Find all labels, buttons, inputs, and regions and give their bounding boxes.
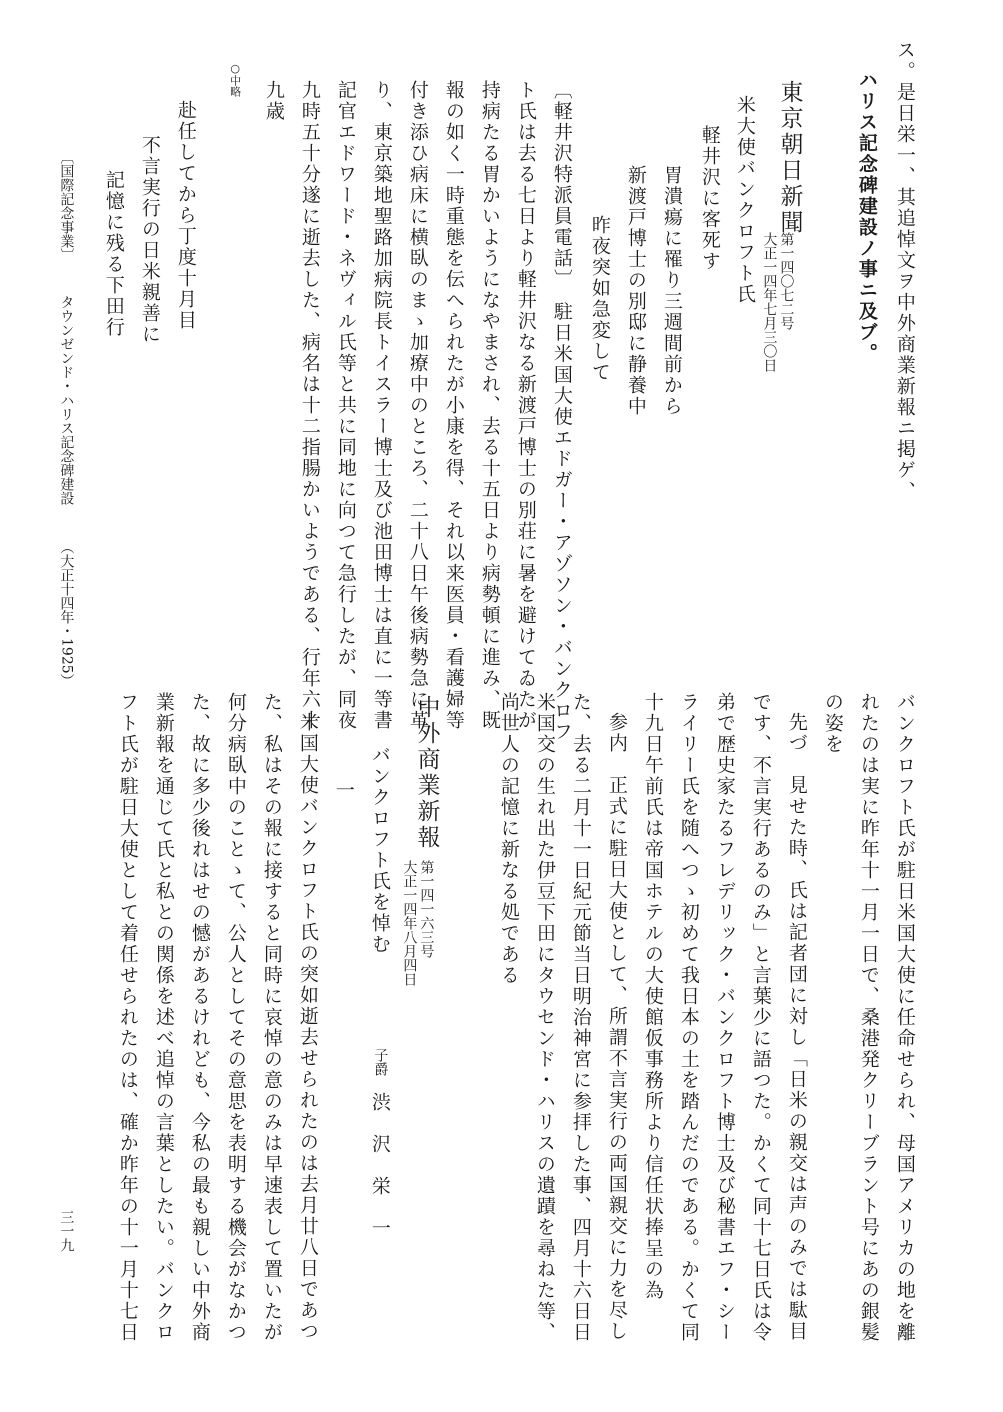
article-body-line: り、東京築地聖路加病院長トイスラー博士及び池田博士は直に一等書 (370, 80, 393, 731)
article-body-line: 〔軽井沢特派員電話〕 駐日米国大使エドガー・アゾソン・バンクロフ (550, 80, 573, 743)
asahi-issue-date: 大正一四年七月三〇日 (761, 232, 778, 372)
asahi-issue-number: 第一四〇七二号 (778, 232, 795, 330)
eulogy-body-line: 業新報を通じて氏と私との関係を述べ追悼の言葉としたい。バンクロ (152, 692, 175, 1343)
section-number: 一 (332, 780, 355, 801)
article-body-line: 付き添ひ病床に横臥のまゝ加療中のところ、二十八日午後病勢急に革 (406, 80, 429, 731)
article-body-line: 記官エドワード・ネヴィル氏等と共に同地に向つて急行したが、同夜 (334, 80, 357, 731)
continuation-line: 弟で歴史家たるフレデリック・バンクロフト博士及び秘書エフ・シー (713, 692, 736, 1343)
eulogy-body-line: 米国大使バンクロフト氏の突如逝去せられたのは去月廿八日であつ (296, 712, 319, 1342)
chugai-newspaper-title: 中外商業新報 (413, 695, 440, 851)
continuation-line: 十九日午前氏は帝国ホテルの大使館仮事務所より信任状捧呈の為 (641, 692, 664, 1301)
author-name: 渋 沢 栄 一 (368, 1092, 391, 1239)
eulogy-headline: バンクロフト氏を悼む (368, 745, 391, 955)
headline-line-3: 胃潰瘍に罹り三週間前から (660, 165, 683, 417)
continuation-line: れたのは実に昨年十一月一日で、桑港発クリーブラント号にあの銀髪 (857, 692, 880, 1343)
author-title: 子爵 (372, 1048, 389, 1076)
article-body-line: 九時五十分遂に逝去した、病名は十二指腸かいようである、行年六十 (298, 80, 321, 731)
footer-year: （大正十四年・1925） (58, 540, 75, 688)
chugai-issue-date: 大正一四年八月四日 (401, 860, 418, 986)
continuation-line: です、不言実行あるのみ」と言葉少に語つた。かくて同十七日氏は令 (749, 692, 772, 1343)
asahi-newspaper-title: 東京朝日新聞 (776, 80, 803, 236)
chugai-issue-number: 第一四一六三号 (418, 860, 435, 958)
headline-line-5: 昨夜突如急変して (588, 215, 611, 383)
omission-mark: ○中略 (228, 62, 242, 97)
continuation-line: た、去る二月十一日紀元節当日明治神宮に参拝した事、四月十六日日 (569, 692, 592, 1343)
footer-title: タウンゼンド・ハリス記念碑建設 (58, 295, 75, 505)
article-body-line: 持病たる胃かいようになやまされ、去る十五日より病勢頓に進み、既 (478, 80, 501, 731)
continuation-line: 米国交の生れ出た伊豆下田にタウセンド・ハリスの遺蹟を尋ねた等、 (533, 692, 556, 1343)
poem-line-2: 不言実行の日米親善に (138, 135, 161, 345)
section-heading: ハリス記念碑建設ノ事ニ及ブ。 (855, 70, 878, 364)
continuation-line: 先づ 見せた時、氏は記者団に対し「日米の親交は声のみでは駄目 (785, 712, 808, 1342)
continuation-line: 参内 正式に駐日大使として、所謂不言実行の両国親交に力を尽し (605, 712, 628, 1342)
poem-line-3: 記憶に残る下田行 (102, 170, 125, 338)
continuation-line: 尚世人の記憶に新なる処である (497, 692, 520, 986)
continuation-line: の姿を (821, 692, 844, 755)
eulogy-body-line: た、故に多少後れはせの憾があるけれども、今私の最も親しい中外商 (188, 692, 211, 1343)
eulogy-body-line: た、私はその報に接すると同時に哀悼の意のみは早速表して置いたが (260, 692, 283, 1343)
continuation-line: ライリー氏を随へつゝ初めて我日本の土を踏んだのである。かくて同 (677, 692, 700, 1343)
continuation-line: バンクロフト氏が駐日米国大使に任命せられ、母国アメリカの地を離 (893, 692, 916, 1343)
article-body-line: 九歳 (262, 80, 285, 122)
intro-line: ス。是日栄一、其追悼文ヲ中外商業新報ニ掲ゲ、 (893, 40, 916, 502)
footer-category: 〔国際記念事業〕 (58, 150, 75, 262)
headline-line-2: 軽井沢に客死す (698, 125, 721, 272)
poem-line-1: 赴任してから丁度十月目 (174, 100, 197, 331)
article-body-line: ト氏は去る七日より軽井沢なる新渡戸博士の別荘に暑を避けてゐたが (514, 80, 537, 731)
headline-line-4: 新渡戸博士の別邸に静養中 (624, 165, 647, 417)
headline-line-1: 米大使バンクロフト氏 (733, 95, 756, 305)
eulogy-body-line: 何分病臥中のことゝて、公人としてその意思を表明する機会がなかつ (224, 692, 247, 1343)
eulogy-body-line: フト氏が駐日大使として着任せられたのは、確か昨年の十一月十七日 (116, 692, 139, 1343)
page-number: 三一九 (58, 1210, 75, 1252)
article-body-line: 報の如く一時重態を伝へられたが小康を得、それ以来医員・看護婦等 (442, 80, 465, 731)
